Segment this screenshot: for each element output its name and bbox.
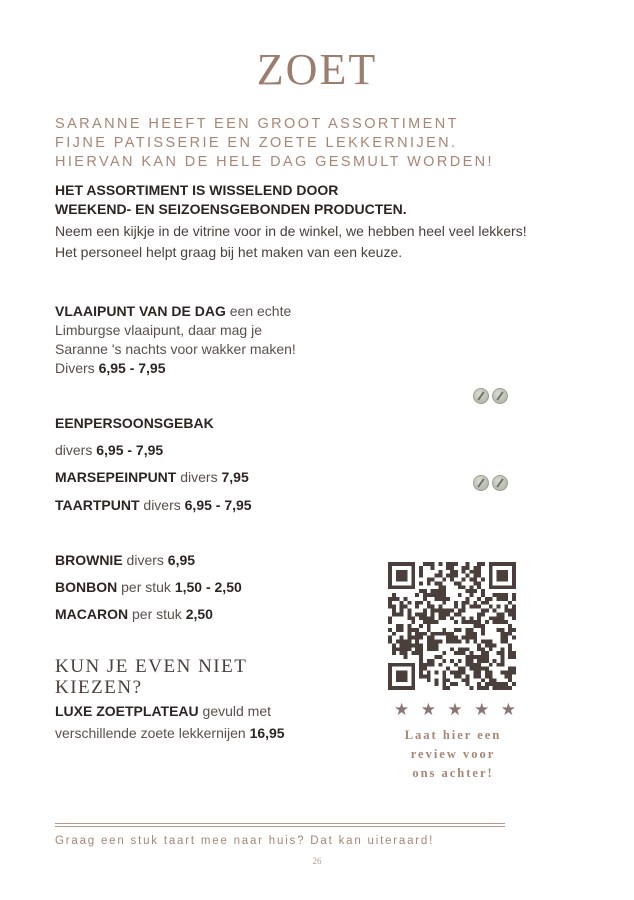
body-line: Het personeel helpt graag bij het maken van een keuze.	[55, 244, 403, 260]
gluten-free-icon	[473, 475, 489, 491]
footer-divider	[55, 826, 505, 827]
item-price: 16,95	[249, 725, 285, 741]
item-price: 1,50 - 2,50	[174, 579, 242, 595]
notice-line: HET ASSORTIMENT IS WISSELEND DOOR	[55, 182, 339, 198]
heading-line: KUN JE EVEN NIET	[55, 656, 248, 677]
item-price-label: divers	[122, 552, 168, 568]
item-price-label: divers	[176, 469, 222, 485]
menu-item-eenpersoonsgebak	[55, 414, 214, 433]
footer-divider	[55, 823, 505, 824]
item-name: BROWNIE	[55, 552, 123, 568]
item-price-label: Divers	[55, 360, 99, 376]
assortment-notice	[55, 181, 407, 219]
review-prompt	[378, 726, 528, 783]
section-heading-kiezen	[55, 656, 247, 698]
item-name: LUXE ZOETPLATEAU	[55, 703, 199, 719]
review-line: Laat hier een	[404, 728, 502, 742]
item-price-label: per stuk	[128, 606, 186, 622]
intro-text	[55, 115, 595, 172]
body-text	[55, 221, 527, 263]
lactose-free-icon	[492, 388, 508, 404]
diet-badges	[473, 475, 508, 491]
item-desc: een echte	[225, 303, 292, 319]
item-name: EENPERSOONSGEBAK	[55, 415, 214, 431]
star-icon: ★	[447, 700, 463, 719]
footer-text: Graag een stuk taart mee naar huis? Dat kan uiteraard!	[55, 835, 435, 847]
diet-badges	[473, 388, 508, 404]
item-price: 6,95 - 7,95	[184, 497, 252, 513]
notice-line: WEEKEND- EN SEIZOENSGEBONDEN PRODUCTEN.	[55, 201, 407, 217]
heading-line: KIEZEN?	[55, 677, 143, 698]
item-name: BONBON	[55, 579, 118, 595]
page-number: 26	[312, 856, 322, 866]
qr-code-icon[interactable]	[388, 562, 516, 690]
review-line: review voor	[410, 747, 496, 761]
item-name: MARSEPEINPUNT	[55, 469, 177, 485]
intro-line: SARANNE HEEFT EEN GROOT ASSORTIMENT	[55, 116, 459, 132]
item-name: VLAAIPUNT VAN DE DAG	[55, 303, 226, 319]
intro-line: FIJNE PATISSERIE EN ZOETE LEKKERNIJEN.	[55, 135, 458, 151]
menu-item-bonbon	[55, 578, 242, 597]
body-line: Neem een kijkje in de vitrine voor in de winkel, we hebben heel veel lekkers!	[55, 223, 527, 239]
menu-item-zoetplateau	[55, 702, 285, 743]
item-desc: Limburgse vlaaipunt, daar mag je	[55, 322, 263, 338]
item-price: 6,95 - 7,95	[98, 360, 166, 376]
star-icon: ★	[500, 700, 516, 719]
menu-item-vlaaipunt	[55, 302, 296, 378]
menu-item-marsepeinpunt	[55, 468, 249, 487]
item-name: MACARON	[55, 606, 129, 622]
item-desc: gevuld met	[198, 703, 272, 719]
page-title: ZOET	[256, 45, 378, 94]
intro-line: HIERVAN KAN DE HELE DAG GESMULT WORDEN!	[55, 154, 494, 170]
star-icon: ★	[420, 700, 436, 719]
review-line: ons achter!	[412, 766, 494, 780]
item-desc: verschillende zoete lekkernijen	[55, 725, 250, 741]
star-icon: ★	[394, 700, 410, 719]
menu-item-taartpunt	[55, 496, 252, 515]
review-stars	[394, 700, 516, 720]
item-name: TAARTPUNT	[55, 497, 140, 513]
item-price: 6,95	[167, 552, 196, 568]
menu-item-price-row	[55, 441, 163, 460]
item-price-label: divers	[55, 442, 97, 458]
lactose-free-icon	[492, 475, 508, 491]
item-price-label: divers	[139, 497, 185, 513]
item-price: 7,95	[221, 469, 249, 485]
star-icon: ★	[474, 700, 490, 719]
gluten-free-icon	[473, 388, 489, 404]
item-price: 6,95 - 7,95	[96, 442, 164, 458]
item-desc: Saranne 's nachts voor wakker maken!	[55, 341, 296, 357]
item-price-label: per stuk	[117, 579, 175, 595]
menu-item-macaron	[55, 605, 213, 624]
item-price: 2,50	[185, 606, 213, 622]
menu-item-brownie	[55, 551, 195, 570]
